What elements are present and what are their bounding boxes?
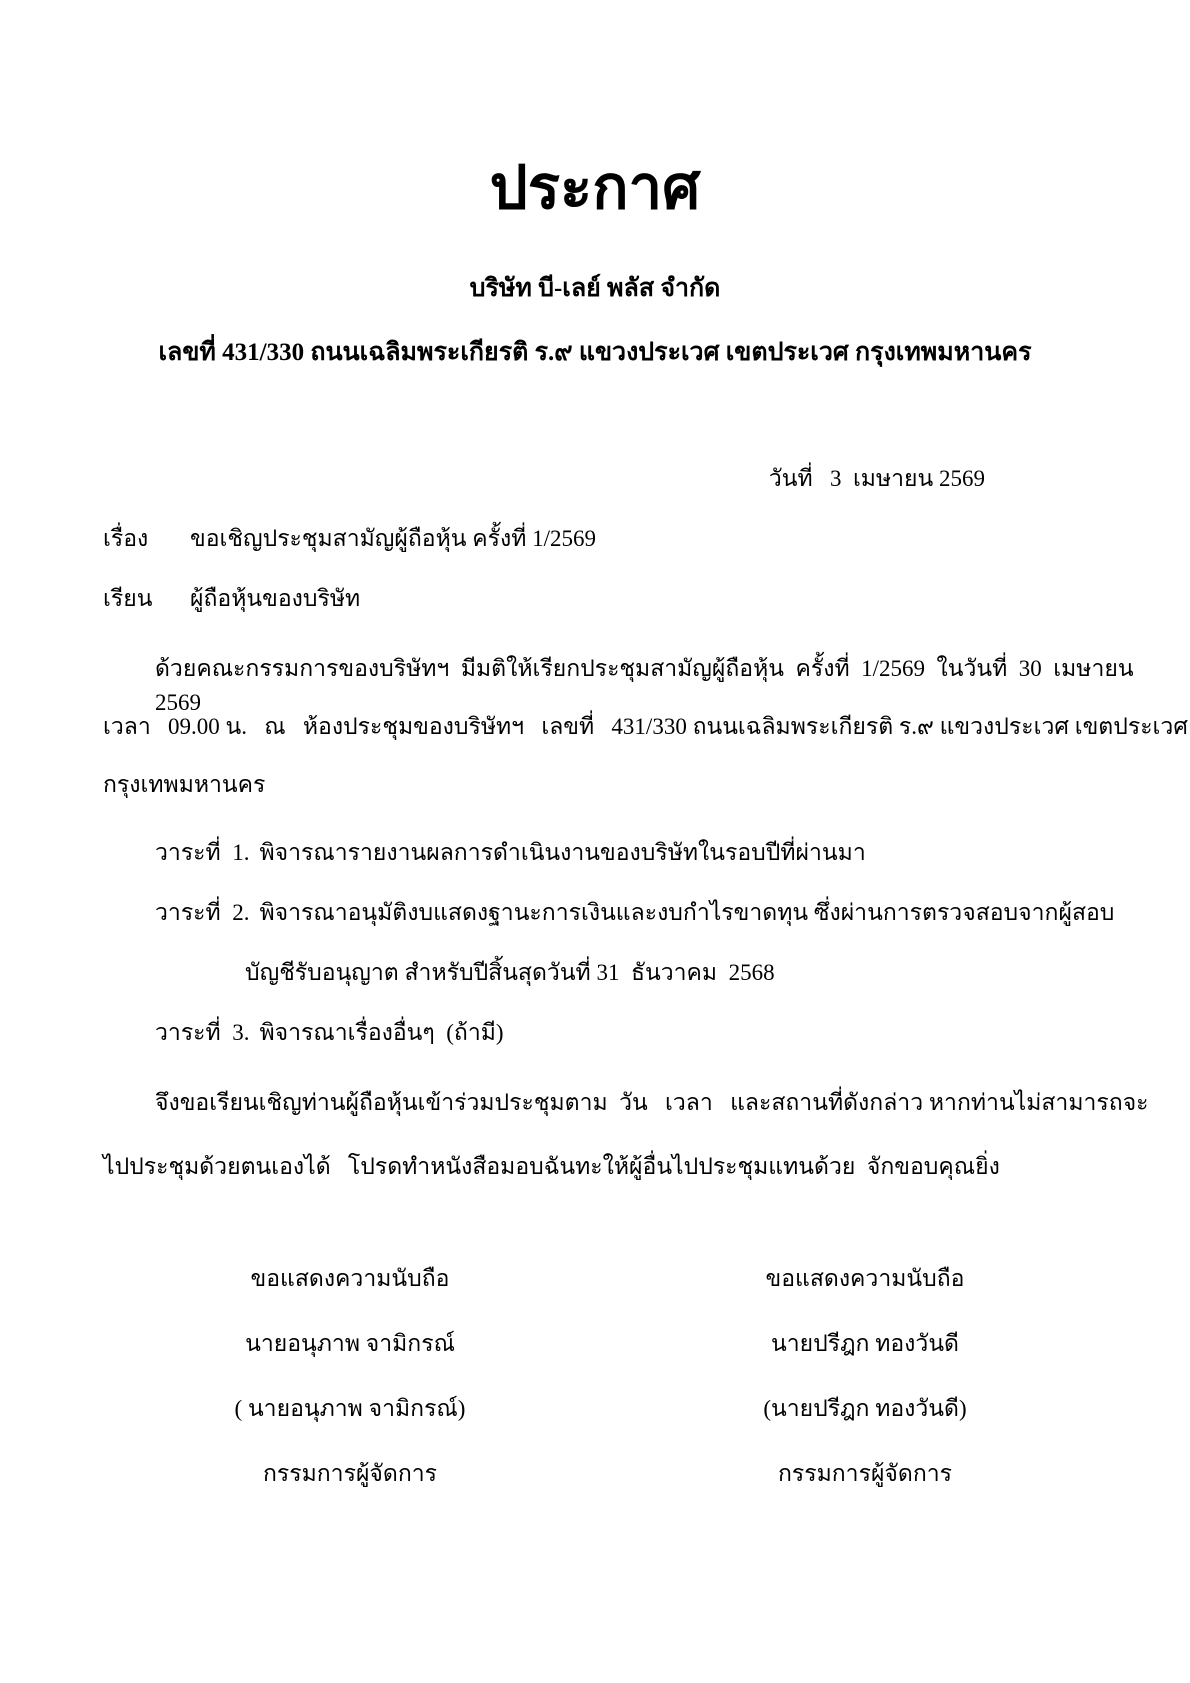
signatory-name: นายอนุภาพ จามิกรณ์ <box>245 1331 455 1356</box>
subject-label: เรื่อง <box>103 526 149 551</box>
signatory-name: นายปรีฎก ทองวันดี <box>771 1331 959 1356</box>
agenda-item-2-label: วาระที่ 2. <box>155 900 250 925</box>
signature-salutation: ขอแสดงความนับถือ <box>765 1266 965 1291</box>
agenda-item-1-label: วาระที่ 1. <box>155 840 250 865</box>
date-line: วันที่ 3 เมษายน 2569 <box>768 466 985 491</box>
body-paragraph-line-3: กรุงเทพมหานคร <box>103 772 266 797</box>
agenda-item-2-text: พิจารณาอนุมัติงบแสดงฐานะการเงินและงบกำไรขาดทุน ซึ่งผ่านการตรวจสอบจากผู้สอบ <box>259 900 1115 925</box>
company-name: บริษัท บี-เลย์ พลัส จำกัด <box>469 275 721 302</box>
signatory-name-parenthesized: (นายปรีฎก ทองวันดี) <box>763 1396 967 1421</box>
agenda-item-2-continuation: บัญชีรับอนุญาต สำหรับปีสิ้นสุดวันที่ 31 ธันวาคม 2568 <box>245 960 775 985</box>
document-title: ประกาศ <box>489 155 701 221</box>
signatory-position: กรรมการผู้จัดการ <box>777 1461 953 1486</box>
signature-block-right <box>655 1262 1075 1522</box>
closing-paragraph-line-2: ไปประชุมด้วยตนเองได้ โปรดทำหนังสือมอบฉันทะให้ผู้อื่นไปประชุมแทนด้วย จักขอบคุณยิ่ง <box>103 1154 1000 1179</box>
signatory-name-parenthesized: ( นายอนุภาพ จามิกรณ์) <box>234 1396 466 1421</box>
body-paragraph-line-2: เวลา 09.00 น. ณ ห้องประชุมของบริษัทฯ เลขที่ 431/330 ถนนเฉลิมพระเกียรติ ร.๙ แขวงประเวศ เขตประเวศ <box>103 714 1188 739</box>
agenda-item-3 <box>155 1016 504 1050</box>
closing-paragraph-line-1: จึงขอเรียนเชิญท่านผู้ถือหุ้นเข้าร่วมประชุมตาม วัน เวลา และสถานที่ดังกล่าว หากท่านไม่สามารถจะ <box>155 1090 1149 1115</box>
agenda-item-2 <box>155 896 1114 930</box>
body-paragraph-line-1: ด้วยคณะกรรมการของบริษัทฯ มีมติให้เรียกประชุมสามัญผู้ถือหุ้น ครั้งที่ 1/2569 ในวันที่ 30 เมษายน 2569 <box>155 656 1146 715</box>
company-address: เลขที่ 431/330 ถนนเฉลิมพระเกียรติ ร.๙ แขวงประเวศ เขตประเวศ กรุงเทพมหานคร <box>158 339 1032 366</box>
recipient-text: ผู้ถือหุ้นของบริษัท <box>190 586 361 611</box>
agenda-item-1-text: พิจารณารายงานผลการดำเนินงานของบริษัทในรอบปีที่ผ่านมา <box>259 840 866 865</box>
recipient-label: เรียน <box>103 586 153 611</box>
agenda-item-3-label: วาระที่ 3. <box>155 1020 250 1045</box>
agenda-item-3-text: พิจารณาเรื่องอื่นๆ (ถ้ามี) <box>259 1020 504 1045</box>
subject-text: ขอเชิญประชุมสามัญผู้ถือหุ้น ครั้งที่ 1/2569 <box>190 526 597 551</box>
signatory-position: กรรมการผู้จัดการ <box>262 1461 438 1486</box>
signature-block-left <box>140 1262 560 1522</box>
agenda-item-1 <box>155 836 866 870</box>
signature-salutation: ขอแสดงความนับถือ <box>250 1266 450 1291</box>
